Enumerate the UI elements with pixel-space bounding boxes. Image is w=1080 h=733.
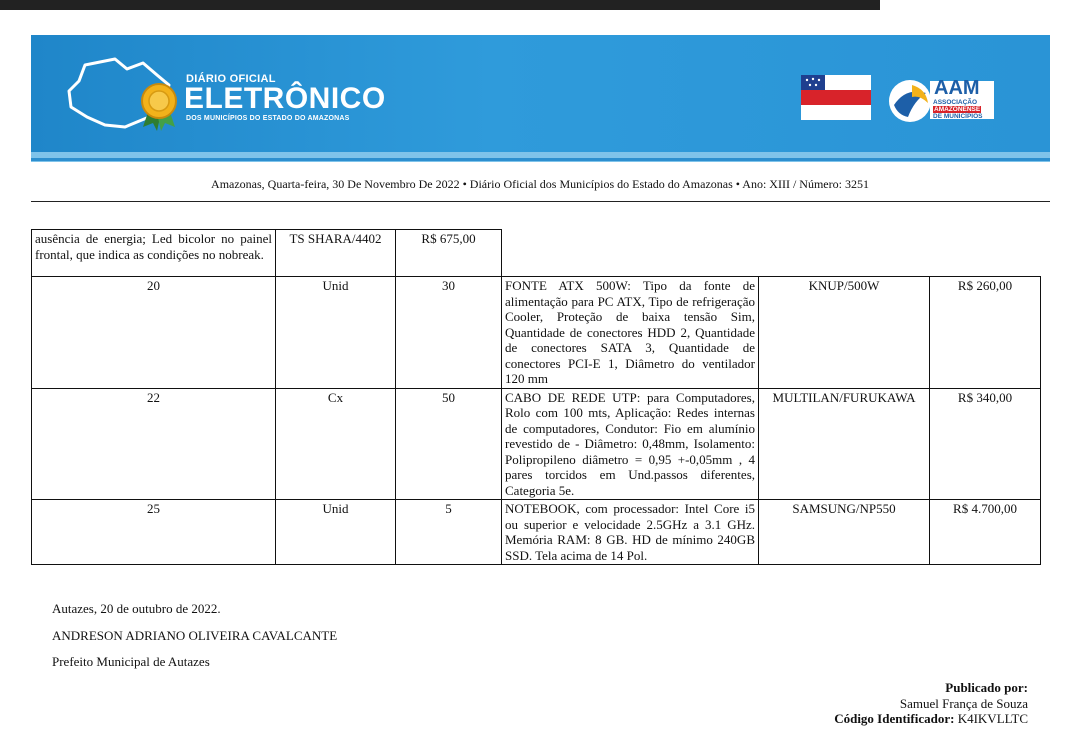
unit-cell: Unid xyxy=(276,277,396,389)
items-table xyxy=(31,229,1041,565)
banner-stripe-accent xyxy=(31,158,1050,161)
brand-top-line: DIÁRIO OFICIAL xyxy=(186,73,276,85)
desc-cell: NOTEBOOK, com processador: Intel Core i5 ou superior e velocidade 2.5GHz a 3.1 GHz. Memória RAM: 8 GB. HD de mínimo 240GB SSD. Tela acima de 14 Pol. xyxy=(502,500,759,565)
identifier-code: K4IKVLLTC xyxy=(957,711,1028,726)
published-label: Publicado por: xyxy=(945,680,1028,695)
aam-line-1: ASSOCIAÇÃO xyxy=(933,99,978,106)
empty-cell xyxy=(759,230,930,277)
table-row xyxy=(32,388,1041,500)
price-cell: R$ 260,00 xyxy=(930,277,1041,389)
table-row xyxy=(32,277,1041,389)
item-cell: 25 xyxy=(32,500,276,565)
brand-cell: SAMSUNG/NP550 xyxy=(759,500,930,565)
publisher-name: Samuel França de Souza xyxy=(899,696,1028,711)
price-cell: R$ 4.700,00 xyxy=(930,500,1041,565)
header-divider xyxy=(31,201,1050,202)
item-cell: 20 xyxy=(32,277,276,389)
signatory-name: ANDRESON ADRIANO OLIVEIRA CAVALCANTE xyxy=(52,628,338,643)
qty-cell: 5 xyxy=(396,500,502,565)
qty-cell: 30 xyxy=(396,277,502,389)
desc-cell: FONTE ATX 500W: Tipo da fonte de alimentação para PC ATX, Tipo de refrigeração Cooler, Proteção de baixa tensão Sim, Quantidade de conectores HDD 2, Quantidade de conectores SATA 3, Quantidade de conectores PCI-E 1, Diâmetro do ventilador 120 mm xyxy=(502,277,759,389)
price-cell: R$ 340,00 xyxy=(930,388,1041,500)
brand-cell: KNUP/500W xyxy=(759,277,930,389)
partial-brand-cell: TS SHARA/4402 xyxy=(276,230,396,277)
unit-cell: Cx xyxy=(276,388,396,500)
identifier-line xyxy=(834,711,1028,727)
signature-date: Autazes, 20 de outubro de 2022. xyxy=(52,601,221,616)
qty-cell: 50 xyxy=(396,388,502,500)
header-banner xyxy=(31,35,1050,152)
edition-header: Amazonas, Quarta-feira, 30 De Novembro De 2022 • Diário Oficial dos Municípios do Estado do Amazonas • Ano: XIII / Número: 3251 xyxy=(211,177,869,191)
aam-title: AAM xyxy=(934,77,980,99)
top-bar-light-segment xyxy=(880,0,1080,10)
aam-logo-icon xyxy=(886,75,996,123)
aam-line-3: DE MUNICÍPIOS xyxy=(933,113,983,120)
unit-cell: Unid xyxy=(276,500,396,565)
partial-desc-cell: ausência de energia; Led bicolor no painel frontal, que indica as condições no nobreak. xyxy=(32,230,276,277)
item-cell: 22 xyxy=(32,388,276,500)
empty-cell xyxy=(930,230,1041,277)
medal-icon xyxy=(139,81,179,131)
table-row xyxy=(32,230,1041,277)
empty-cell xyxy=(502,230,759,277)
amazonas-flag-icon xyxy=(801,75,871,120)
identifier-label: Código Identificador: xyxy=(834,711,955,726)
brand-title: ELETRÔNICO xyxy=(184,82,386,115)
brand-cell: MULTILAN/FURUKAWA xyxy=(759,388,930,500)
table-row xyxy=(32,500,1041,565)
partial-price-cell: R$ 675,00 xyxy=(396,230,502,277)
desc-cell: CABO DE REDE UTP: para Computadores, Rolo com 100 mts, Aplicação: Redes internas de computadores, Condutor: Fio em alumínio revestido de - Diâmetro: 0,48mm, Isolamento: Polipropileno diâmetro = 0,95 +-0,05mm , 4 pares torcidos em Und.passos diferentes, Categoria 5e. xyxy=(502,388,759,500)
signatory-role: Prefeito Municipal de Autazes xyxy=(52,654,210,669)
brand-subtitle: DOS MUNICÍPIOS DO ESTADO DO AMAZONAS xyxy=(186,115,350,122)
aam-line-2: AMAZONENSE xyxy=(934,106,981,113)
